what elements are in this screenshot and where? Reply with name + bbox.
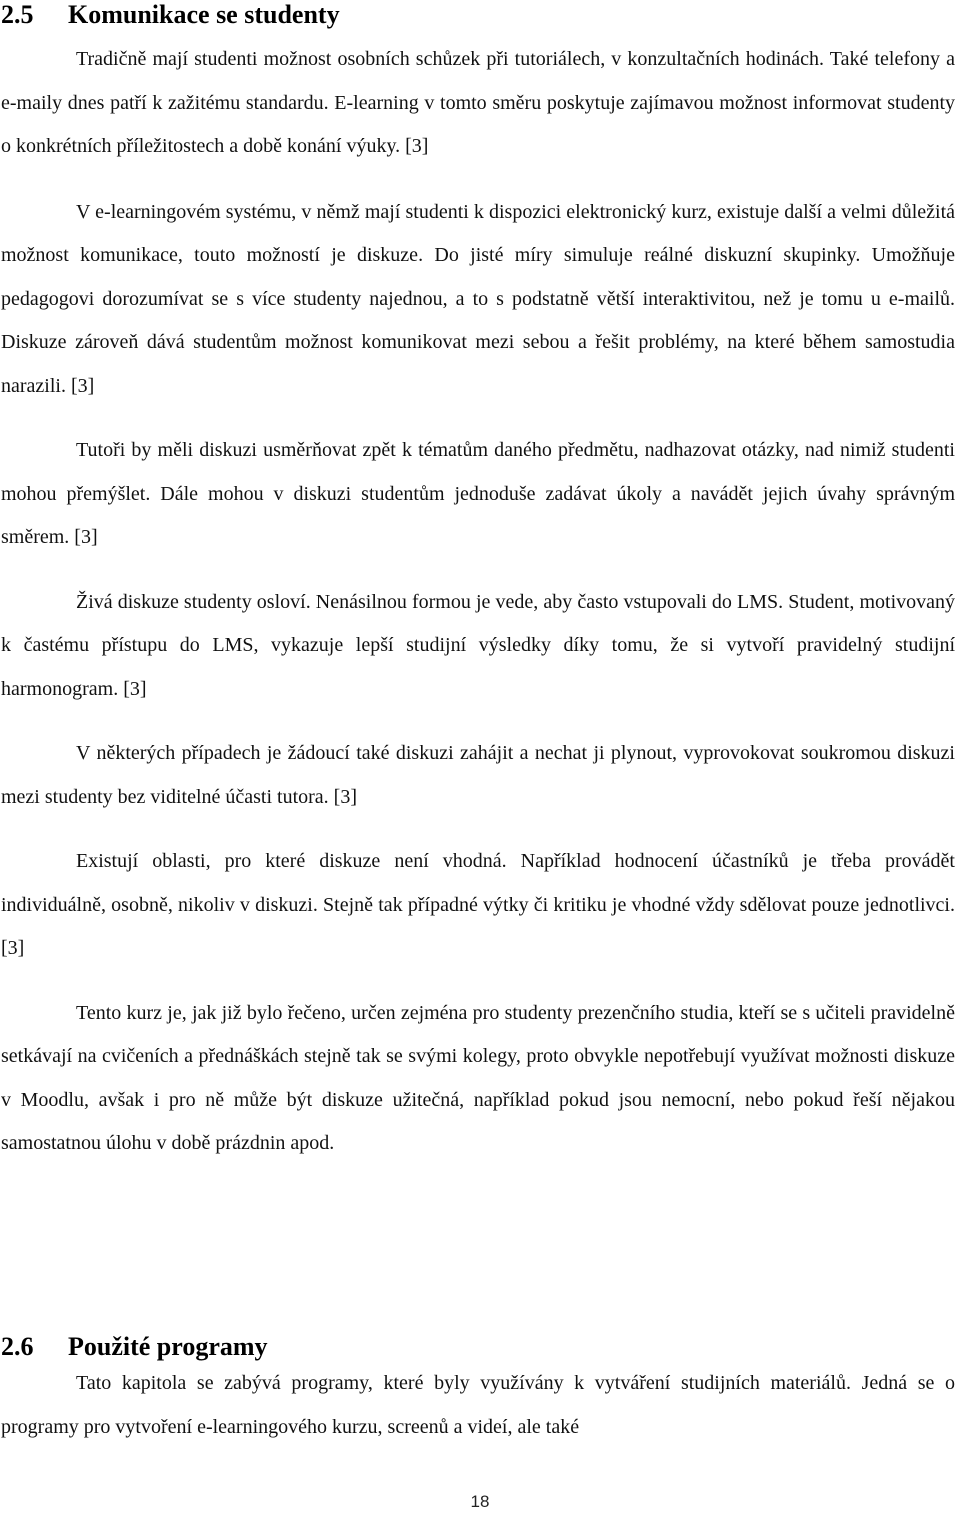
paragraph: Tutoři by měli diskuzi usměrňovat zpět k tématům daného předmětu, nadhazovat otázky, nad nimiž studenti mohou přemýšlet. Dále mohou v diskuzi studentům jednoduše zadávat úkoly a navádět jejich úvahy správným směrem. [3] [1,439,955,548]
section-heading-2-5 [1,0,340,30]
section-title: Komunikace se studenty [68,0,340,29]
section-body-2-5 [1,38,955,1166]
paragraph: Tradičně mají studenti možnost osobních schůzek při tutoriálech, v konzultačních hodinách. Také telefony a e-maily dnes patří k zažitému standardu. E-learning v tomto směru poskytuje zajímavou možnost informovat studenty o konkrétních příležitostech a době konání výuky. [3] [1,48,955,157]
paragraph: V některých případech je žádoucí také diskuzi zahájit a nechat ji plynout, vyprovokovat soukromou diskuzi mezi studenty bez viditelné účasti tutora. [3] [1,742,955,808]
section-heading-2-6 [1,1332,268,1362]
section-body-2-6 [1,1362,955,1449]
paragraph: V e-learningovém systému, v němž mají studenti k dispozici elektronický kurz, existuje další a velmi důležitá možnost komunikace, touto možností je diskuze. Do jisté míry simuluje reálné diskuzní skupinky. Umožňuje pedagogovi dorozumívat se s více studenty najednou, a to s podstatně větší interaktivitou, než je tomu u e-mailů. Diskuze zároveň dává studentům možnost komunikovat mezi sebou a řešit problémy, na které během samostudia narazili. [3] [1,200,955,397]
page-number: 18 [470,1492,490,1511]
paragraph: Existují oblasti, pro které diskuze není vhodná. Například hodnocení účastníků je třeba provádět individuálně, osobně, nikoliv v diskuzi. Stejně tak případné výtky či kritiku je vhodné vždy sdělovat pouze jednotlivci. [3] [1,850,955,959]
paragraph: Tento kurz je, jak již bylo řečeno, určen zejména pro studenty prezenčního studia, kteří se s učiteli pravidelně setkávají na cvičeních a přednáškách stejně tak se svými kolegy, proto obvykle nepotřebují využívat možnosti diskuze v Moodlu, avšak i pro ně může být diskuze užitečná, například pokud jsou nemocní, nebo pokud řeší nějakou samostatnou úlohu v době prázdnin apod. [1,1001,955,1154]
section-number: 2.6 [1,1332,34,1361]
section-title: Použité programy [68,1332,268,1361]
paragraph: Tato kapitola se zabývá programy, které byly využívány k vytváření studijních materiálů. Jedná se o programy pro vytvoření e-learningového kurzu, screenů a videí, ale také [1,1372,955,1438]
paragraph: Živá diskuze studenty osloví. Nenásilnou formou je vede, aby často vstupovali do LMS. Student, motivovaný k častému přístupu do LMS, vykazuje lepší studijní výsledky díky tomu, že si vytvoří pravidelný studijní harmonogram. [3] [1,590,955,700]
section-number: 2.5 [1,0,34,29]
